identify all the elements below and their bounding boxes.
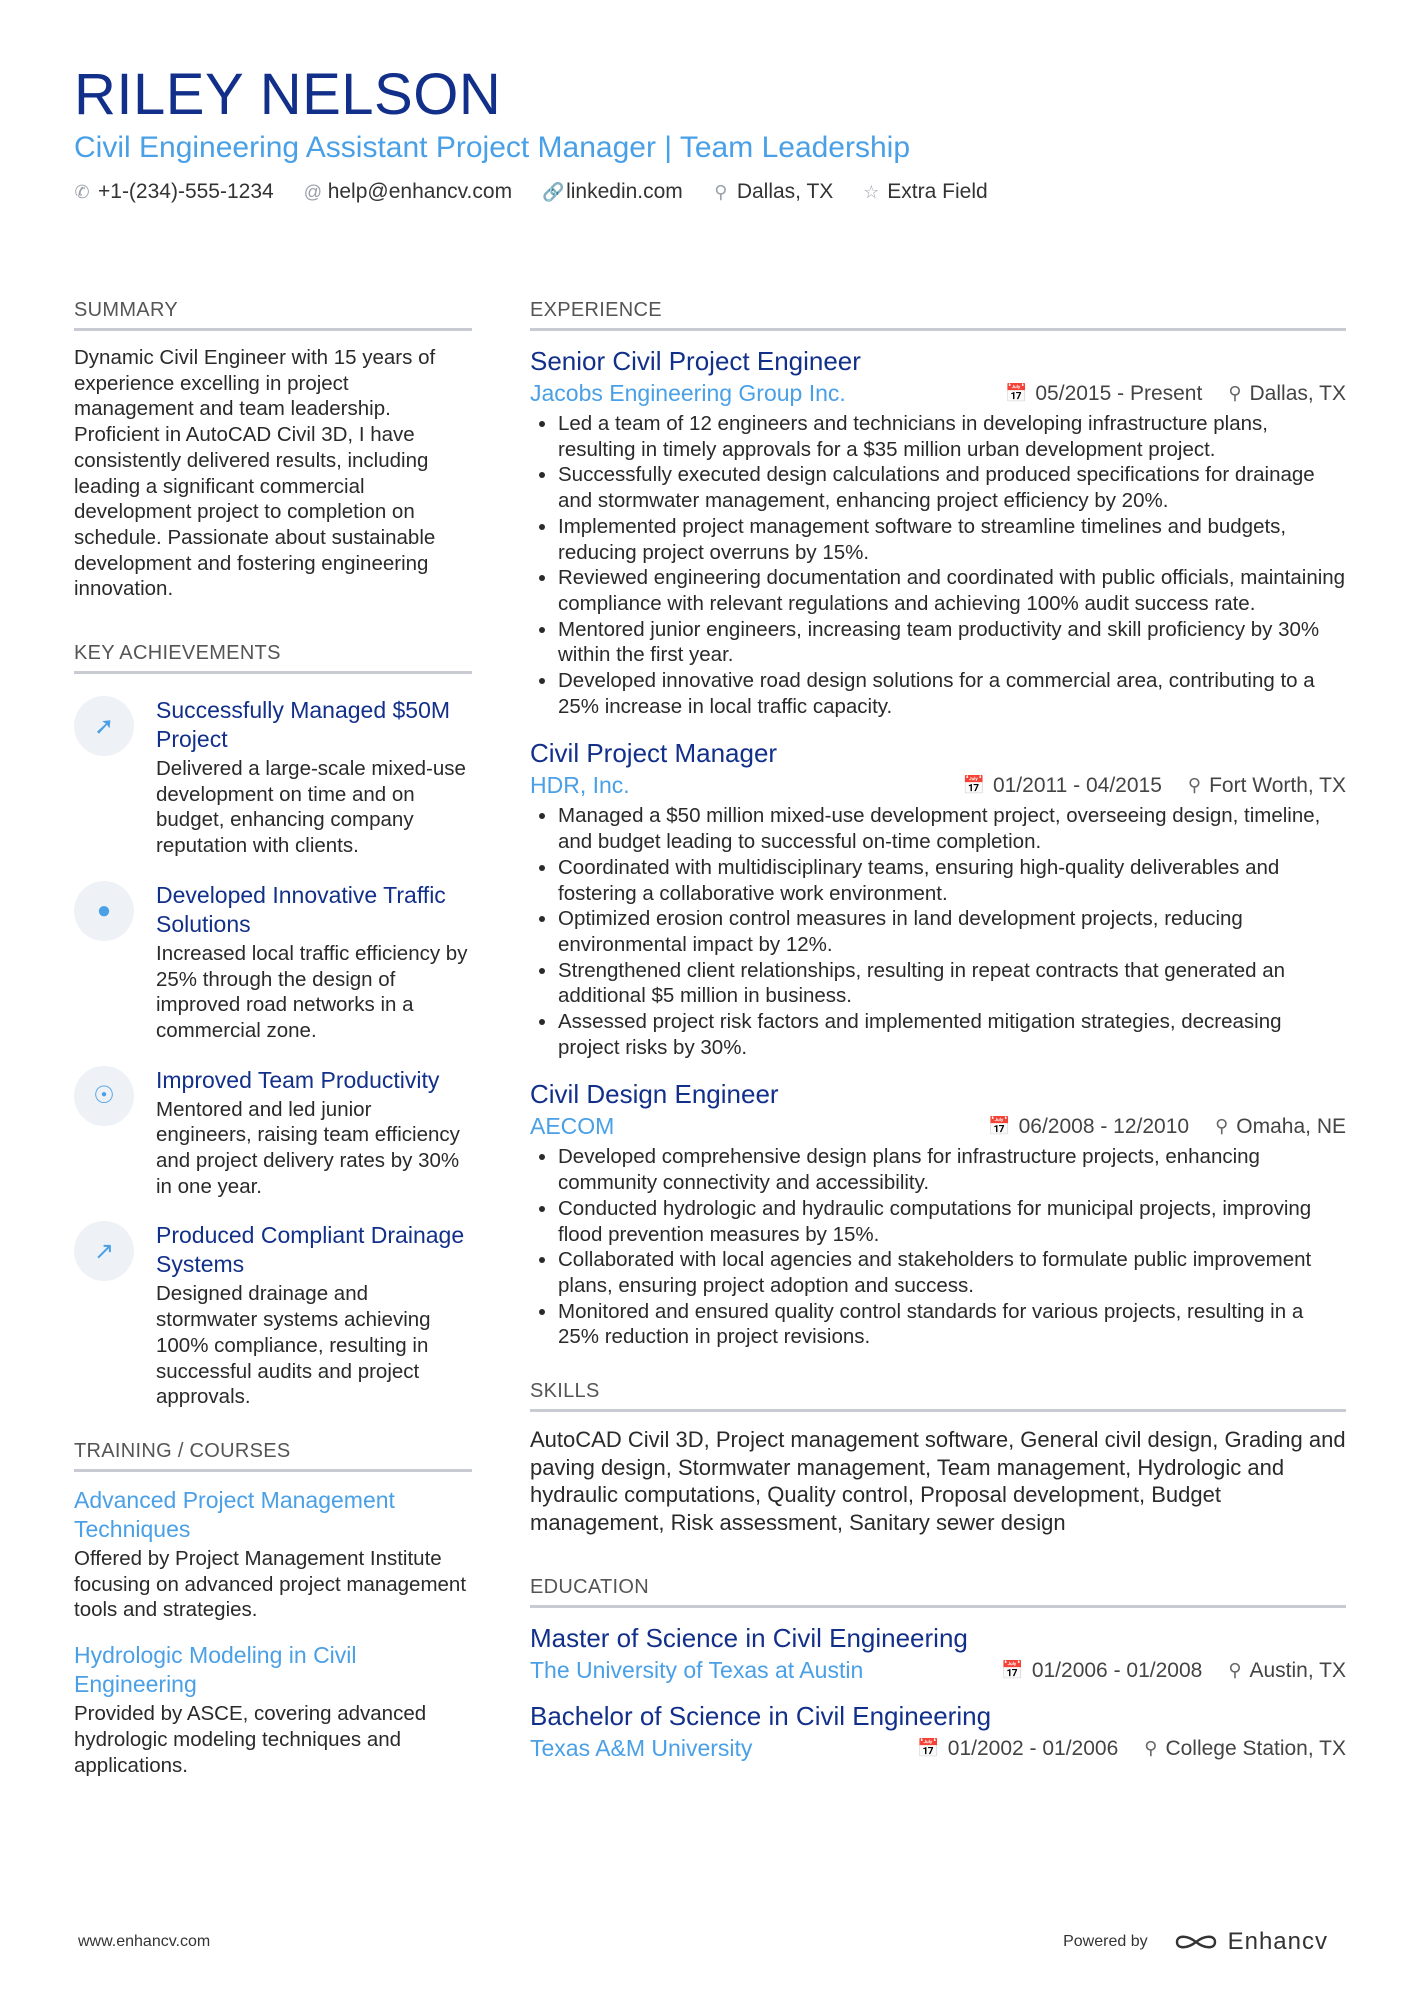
job-bullet: • Conducted hydrologic and hydraulic computations for municipal projects, improving flood prevention measures by 15%.: [558, 1196, 1346, 1247]
section-title-summary: SUMMARY: [74, 299, 472, 331]
route-icon: ↗: [74, 1221, 134, 1281]
achievement-item: [74, 696, 472, 859]
education-degree: Bachelor of Science in Civil Engineering: [530, 1701, 992, 1732]
job-bullet: • Reviewed engineering documentation and coordinated with public officials, maintaining compliance with relevant regulations and achieving 100% audit success rate.: [558, 565, 1346, 616]
calendar-icon: 📅: [1001, 1660, 1024, 1681]
enhancv-logo[interactable]: [1174, 1928, 1328, 1956]
section-title-training: TRAINING / COURSES: [74, 1440, 472, 1472]
course-title: Hydrologic Modeling in Civil Engineering: [74, 1642, 357, 1698]
job-bullets: [530, 1144, 1346, 1350]
enhancv-logo-text: Enhancv: [1227, 1928, 1328, 1955]
education-entry: [530, 1700, 1346, 1762]
course-item: [74, 1486, 472, 1623]
job-bullet: • Developed innovative road design solutions for a commercial area, contributing to a 25% increase in local traffic capacity.: [558, 668, 1346, 719]
section-title-education: EDUCATION: [530, 1576, 1346, 1608]
enhancv-logo-icon: [1174, 1931, 1218, 1953]
course-title: Advanced Project Management Techniques: [74, 1486, 395, 1542]
footer-brand: [1063, 1928, 1328, 1956]
contact-phone[interactable]: [74, 180, 274, 204]
job-dates: 06/2008 - 12/2010: [1018, 1114, 1190, 1138]
location-pin-icon: ⚲: [1228, 383, 1242, 403]
job-bullets: [530, 803, 1346, 1060]
job-dates: 01/2011 - 04/2015: [992, 773, 1162, 797]
calendar-icon: 📅: [917, 1738, 940, 1759]
achievement-desc: Delivered a large-scale mixed-use development on time and on budget, enhancing company reputation with clients.: [156, 757, 466, 858]
location-pin-icon: ⚲: [714, 181, 728, 202]
location-pin-icon: ⚲: [1215, 1116, 1229, 1137]
job-bullet: • Led a team of 12 engineers and technicians in developing infrastructure plans, resulting in timely approvals for a $35 million urban development project.: [558, 411, 1346, 462]
job-location: Omaha, NE: [1236, 1114, 1346, 1138]
footer-website[interactable]: www.enhancv.com: [78, 1933, 211, 1950]
education-dates: 01/2006 - 01/2008: [1031, 1658, 1203, 1682]
contact-phone-text: +1-(234)-555-1234: [98, 180, 274, 203]
education-degree: Master of Science in Civil Engineering: [530, 1623, 968, 1654]
section-title-achievements: KEY ACHIEVEMENTS: [74, 642, 472, 674]
left-column: [74, 299, 472, 1796]
job-bullet: • Strengthened client relationships, resulting in repeat contracts that generated an additional $5 million in business.: [558, 958, 1346, 1009]
job-entry: [530, 1078, 1346, 1350]
contact-bar: [74, 180, 1346, 204]
contact-email[interactable]: [304, 180, 512, 204]
achievement-item: [74, 1221, 472, 1410]
job-company: AECOM: [530, 1113, 615, 1140]
lightning-icon: ➚: [74, 696, 134, 756]
achievement-desc: Increased local traffic efficiency by 25% through the design of improved road networks in a commercial zone.: [156, 941, 468, 1042]
location-pin-icon: ⚲: [1187, 775, 1202, 796]
contact-location-text: Dallas, TX: [736, 180, 834, 203]
job-bullet: • Assessed project risk factors and implemented mitigation strategies, decreasing project risks by 30%.: [558, 1009, 1346, 1060]
powered-by-label: Powered by: [1063, 1933, 1148, 1950]
job-bullet: • Coordinated with multidisciplinary teams, ensuring high-quality deliverables and fostering a collaborative work environment.: [558, 855, 1346, 906]
contact-extra: [863, 180, 987, 204]
achievement-title: Successfully Managed $50M Project: [156, 697, 451, 753]
job-title: Civil Project Manager: [530, 738, 778, 769]
location-pin-icon: ⚲: [1144, 1738, 1158, 1759]
lightbulb-icon: ☉: [74, 1066, 134, 1126]
achievement-item: [74, 881, 472, 1044]
headline: Civil Engineering Assistant Project Manager | Team Leadership: [74, 131, 911, 164]
job-bullets: [530, 411, 1346, 719]
job-bullet: • Optimized erosion control measures in land development projects, reducing environmental impact by 12%.: [558, 906, 1346, 957]
contact-location: [713, 180, 833, 204]
course-desc: Provided by ASCE, covering advanced hydrologic modeling techniques and applications.: [74, 1702, 427, 1777]
job-company: Jacobs Engineering Group Inc.: [530, 380, 846, 406]
job-location: Fort Worth, TX: [1209, 773, 1346, 797]
calendar-icon: 📅: [988, 1116, 1011, 1137]
job-bullet: • Collaborated with local agencies and stakeholders to formulate public improvement plans, ensuring project adoption and success.: [558, 1247, 1346, 1298]
education-location: Austin, TX: [1249, 1658, 1346, 1682]
job-entry: [530, 737, 1346, 1060]
education-location: College Station, TX: [1165, 1736, 1346, 1760]
right-column: [530, 299, 1346, 1778]
achievement-desc: Designed drainage and stormwater systems achieving 100% compliance, resulting in successful audits and project approvals.: [156, 1282, 431, 1409]
job-entry: [530, 345, 1346, 719]
achievement-title: Improved Team Productivity: [156, 1066, 440, 1093]
skills-text: AutoCAD Civil 3D, Project management software, General civil design, Grading and paving design, Stormwater management, Team management, Hydrologic and hydraulic computations, Quality control, Proposal development, Budget management, Risk assessment, Sanitary sewer design: [530, 1427, 1346, 1535]
job-company: HDR, Inc.: [530, 772, 630, 799]
course-desc: Offered by Project Management Institute focusing on advanced project management tools and strategies.: [74, 1546, 467, 1622]
job-bullet: • Mentored junior engineers, increasing team productivity and skill proficiency by 30% within the first year.: [558, 617, 1346, 668]
job-bullet: • Implemented project management software to streamline timelines and budgets, reducing project overruns by 15%.: [558, 514, 1346, 565]
achievement-title: Produced Compliant Drainage Systems: [156, 1222, 465, 1278]
phone-icon: ✆: [74, 181, 90, 202]
education-dates: 01/2002 - 01/2006: [947, 1736, 1119, 1760]
star-icon: ☆: [863, 181, 880, 202]
contact-linkedin[interactable]: [542, 180, 683, 204]
link-icon: 🔗: [542, 181, 565, 202]
job-bullet: • Monitored and ensured quality control standards for various projects, resulting in a 25% reduction in project revisions.: [558, 1299, 1346, 1350]
job-bullet: • Successfully executed design calculations and produced specifications for drainage and stormwater management, enhancing project efficiency by 20%.: [558, 462, 1346, 513]
calendar-icon: 📅: [962, 775, 985, 796]
education-entry: [530, 1622, 1346, 1684]
at-icon: @: [303, 181, 322, 202]
section-title-skills: SKILLS: [530, 1380, 1346, 1412]
job-title: Civil Design Engineer: [530, 1079, 779, 1110]
job-bullet: • Developed comprehensive design plans for infrastructure projects, enhancing community connectivity and accessibility.: [558, 1144, 1346, 1195]
job-location: Dallas, TX: [1249, 381, 1346, 405]
contact-extra-text: Extra Field: [887, 180, 988, 203]
contact-email-text: help@enhancv.com: [327, 180, 513, 203]
summary-text: Dynamic Civil Engineer with 15 years of experience excelling in project management and team leadership. Proficient in AutoCAD Civil 3D, I have consistently delivered results, including leading a significant commercial development project to completion on schedule. Passionate about sustainable development and fostering engineering innovation.: [74, 346, 436, 601]
candidate-name: RILEY NELSON: [74, 62, 502, 127]
brain-icon: ●: [74, 881, 134, 941]
resume-page: [74, 62, 1346, 1777]
achievement-item: [74, 1066, 472, 1200]
job-title: Senior Civil Project Engineer: [530, 346, 861, 376]
calendar-icon: 📅: [1004, 383, 1028, 403]
achievement-desc: Mentored and led junior engineers, raising team efficiency and project delivery rates by 30% in one year.: [156, 1097, 460, 1198]
education-school: Texas A&M University: [530, 1735, 753, 1762]
job-dates: 05/2015 - Present: [1035, 381, 1203, 405]
contact-linkedin-text: linkedin.com: [566, 180, 683, 203]
course-item: [74, 1641, 472, 1778]
achievement-title: Developed Innovative Traffic Solutions: [156, 881, 446, 937]
education-school: The University of Texas at Austin: [530, 1657, 864, 1684]
page-footer: [78, 1928, 1328, 1956]
job-bullet: • Managed a $50 million mixed-use development project, overseeing design, timeline, and budget leading to successful on-time completion.: [558, 803, 1346, 854]
section-title-experience: EXPERIENCE: [530, 299, 1346, 331]
location-pin-icon: ⚲: [1228, 1660, 1242, 1681]
